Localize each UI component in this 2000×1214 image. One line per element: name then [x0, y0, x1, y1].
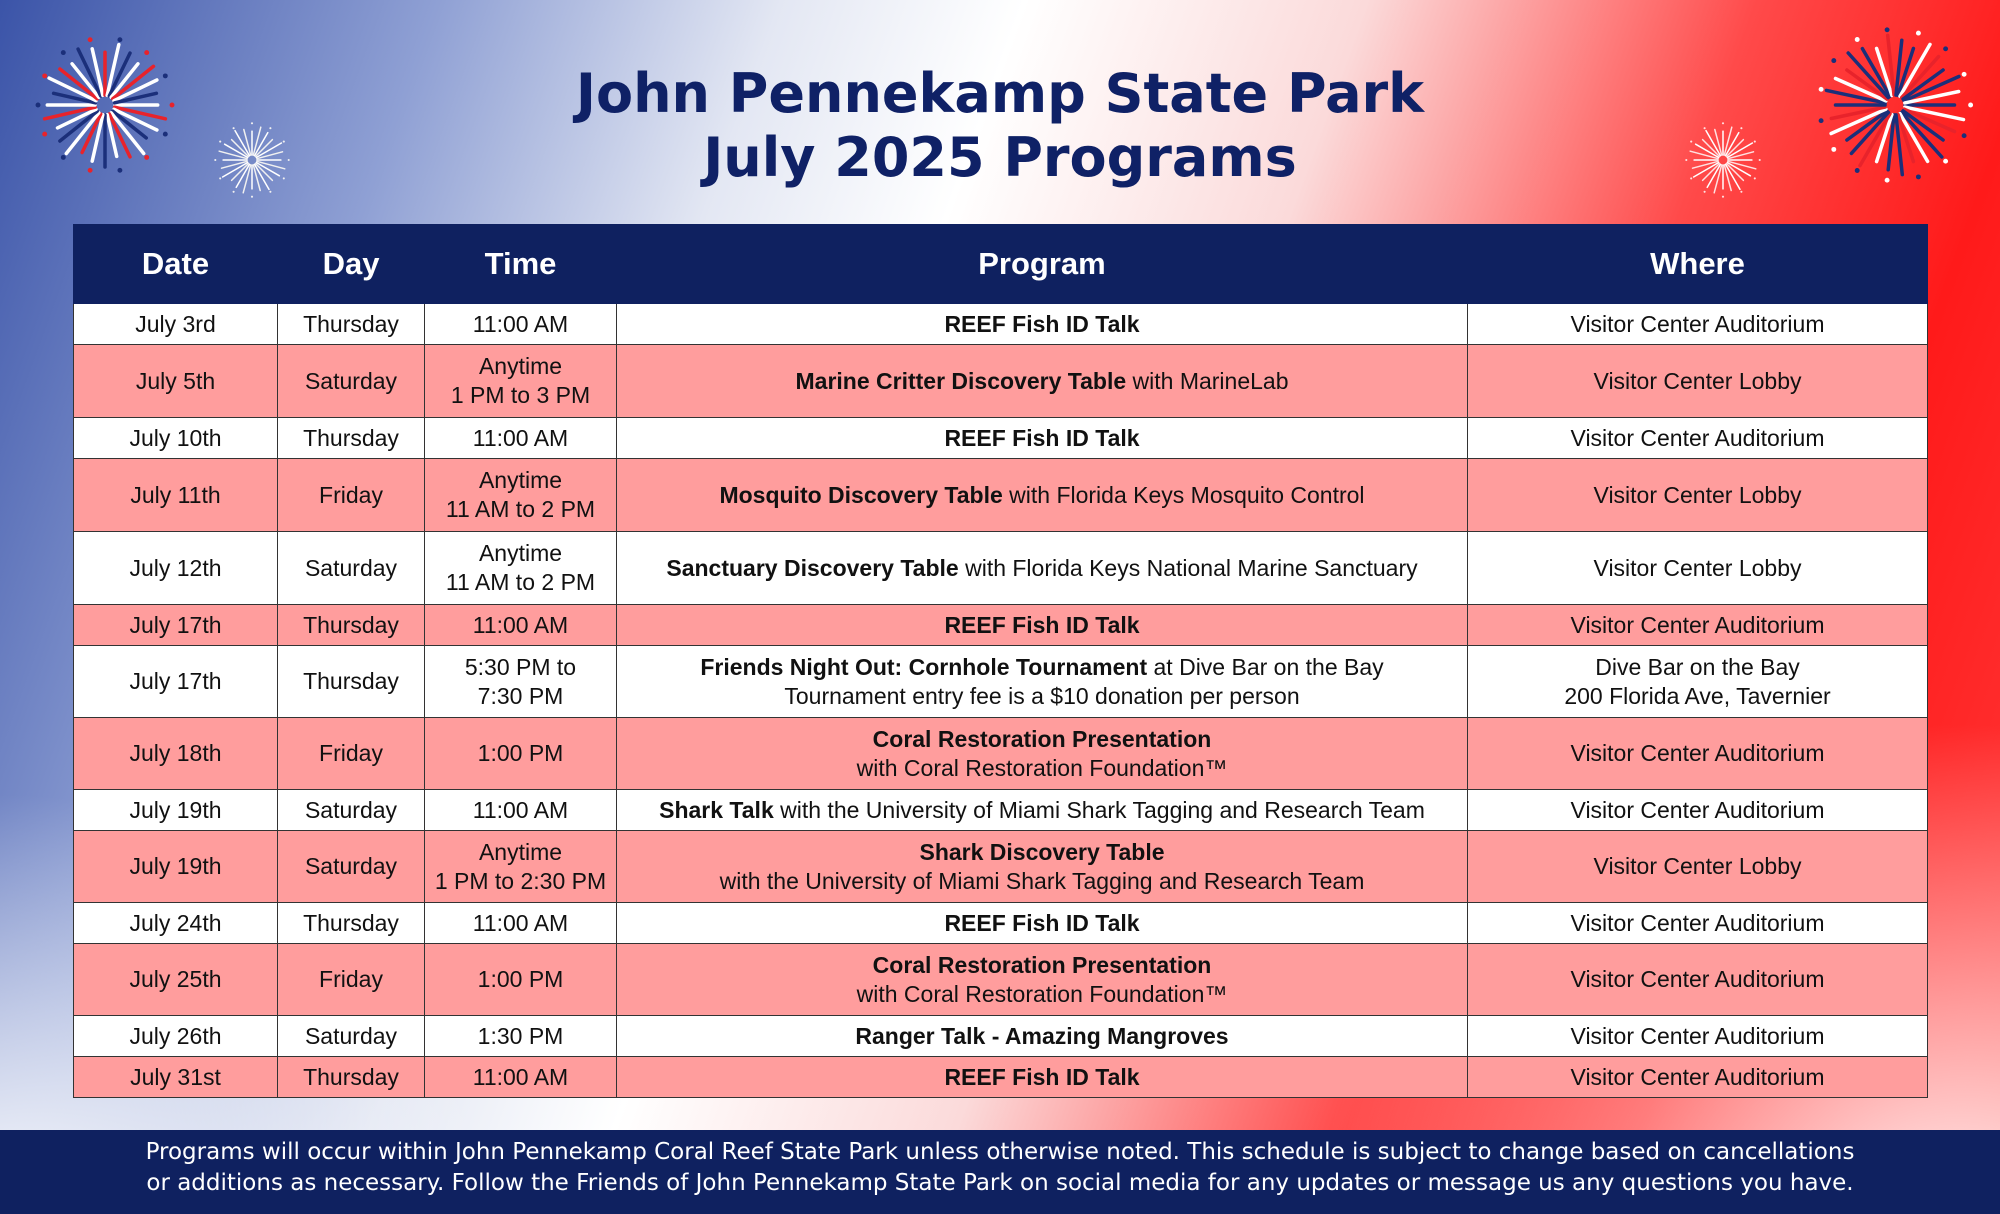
table-row [74, 944, 1928, 1016]
where-line-1: Visitor Center Auditorium [1570, 424, 1825, 451]
program-title: Shark Discovery Table [919, 838, 1165, 865]
cell-time [425, 418, 617, 459]
cell-program [617, 304, 1468, 345]
cell-program [617, 345, 1468, 418]
cell-day: Thursday [278, 903, 425, 944]
header-date: Date [74, 225, 278, 304]
program-line-2: with Coral Restoration Foundation™ [856, 980, 1228, 1007]
cell-program [617, 790, 1468, 831]
cell-program [617, 532, 1468, 605]
program-title: Mosquito Discovery Table [719, 481, 1003, 508]
cell-program [617, 418, 1468, 459]
program-line-1 [621, 725, 1463, 754]
table-row [74, 831, 1928, 903]
cell-where [1468, 605, 1928, 646]
footer-line-2: or additions as necessary. Follow the Friends of John Pennekamp State Park on social media for any updates or message us any questions you have. [146, 1170, 1854, 1196]
time-line-1: 5:30 PM to [464, 653, 577, 680]
program-title: REEF Fish ID Talk [944, 424, 1140, 451]
program-line-1 [621, 481, 1463, 510]
cell-time [425, 831, 617, 903]
cell-time [425, 903, 617, 944]
time-line-2: 7:30 PM [477, 682, 564, 709]
table-row [74, 1057, 1928, 1098]
header-time: Time [425, 225, 617, 304]
program-title: REEF Fish ID Talk [944, 909, 1140, 936]
program-line-1 [621, 909, 1463, 938]
cell-day: Thursday [278, 605, 425, 646]
cell-time [425, 532, 617, 605]
cell-where [1468, 944, 1928, 1016]
cell-program [617, 944, 1468, 1016]
cell-day: Friday [278, 459, 425, 532]
header-program: Program [617, 225, 1468, 304]
cell-time [425, 944, 617, 1016]
cell-where [1468, 532, 1928, 605]
cell-date: July 11th [74, 459, 278, 532]
program-line-1 [621, 838, 1463, 867]
footer-line-1: Programs will occur within John Pennekamp Coral Reef State Park unless otherwise noted. This schedule is subject to change based on cancellations [145, 1139, 1855, 1165]
program-line-1 [621, 367, 1463, 396]
table-row [74, 790, 1928, 831]
time-line-1: 11:00 AM [472, 796, 569, 823]
time-line-2: 11 AM to 2 PM [445, 569, 596, 595]
time-line-1: 11:00 AM [472, 611, 569, 638]
schedule-table [73, 224, 1928, 1098]
where-line-1: Visitor Center Auditorium [1570, 909, 1825, 936]
cell-time [425, 1057, 617, 1098]
table-row [74, 605, 1928, 646]
cell-day: Saturday [278, 345, 425, 418]
program-line-1 [621, 1022, 1463, 1051]
cell-program [617, 831, 1468, 903]
cell-date: July 10th [74, 418, 278, 459]
cell-time [425, 718, 617, 790]
table-header-row [74, 225, 1928, 304]
cell-time [425, 345, 617, 418]
program-line-2: Tournament entry fee is a $10 donation per person [784, 682, 1300, 709]
cell-date: July 31st [74, 1057, 278, 1098]
cell-where [1468, 304, 1928, 345]
program-line-1 [621, 554, 1463, 583]
cell-day: Friday [278, 944, 425, 1016]
cell-day: Thursday [278, 304, 425, 345]
program-line-2: with the University of Miami Shark Tagging and Research Team [719, 867, 1365, 894]
program-detail: with the University of Miami Shark Tagging and Research Team [773, 796, 1425, 823]
table-row [74, 459, 1928, 532]
program-title: Marine Critter Discovery Table [795, 367, 1127, 394]
program-line-1 [621, 951, 1463, 980]
time-line-2: 11 AM to 2 PM [445, 496, 596, 522]
cell-program [617, 1057, 1468, 1098]
where-line-1: Visitor Center Auditorium [1570, 1063, 1825, 1090]
cell-time [425, 1016, 617, 1057]
header-where: Where [1468, 225, 1928, 304]
cell-time [425, 790, 617, 831]
cell-time [425, 304, 617, 345]
cell-where [1468, 646, 1928, 718]
program-detail: at Dive Bar on the Bay [1147, 653, 1384, 680]
time-line-1: Anytime [478, 467, 563, 493]
cell-date: July 24th [74, 903, 278, 944]
cell-day: Saturday [278, 1016, 425, 1057]
time-line-2: 1 PM to 2:30 PM [434, 867, 607, 894]
table-row [74, 418, 1928, 459]
title-line-1: John Pennekamp State Park [575, 62, 1425, 125]
time-line-1: 11:00 AM [472, 310, 569, 337]
time-line-1: 1:00 PM [477, 966, 564, 992]
cell-program [617, 1016, 1468, 1057]
table-row [74, 532, 1928, 605]
program-title: Shark Talk [659, 796, 774, 823]
program-detail: with Florida Keys National Marine Sanctuary [958, 554, 1418, 581]
program-title: Ranger Talk - Amazing Mangroves [855, 1022, 1229, 1049]
table-row [74, 345, 1928, 418]
cell-where [1468, 418, 1928, 459]
time-line-1: 11:00 AM [472, 1063, 569, 1090]
cell-day: Friday [278, 718, 425, 790]
where-line-1: Visitor Center Lobby [1593, 481, 1802, 508]
where-line-1: Visitor Center Auditorium [1570, 1022, 1825, 1049]
where-line-1: Visitor Center Auditorium [1570, 310, 1825, 337]
cell-day: Thursday [278, 646, 425, 718]
time-line-1: Anytime [478, 353, 563, 379]
table-row [74, 646, 1928, 718]
program-title: REEF Fish ID Talk [944, 611, 1140, 638]
cell-where [1468, 1057, 1928, 1098]
time-line-1: Anytime [478, 540, 563, 566]
time-line-2: 1 PM to 3 PM [450, 382, 591, 408]
program-line-1 [621, 424, 1463, 453]
where-line-1: Dive Bar on the Bay [1595, 653, 1800, 680]
time-line-1: Anytime [478, 838, 563, 865]
cell-date: July 26th [74, 1016, 278, 1057]
cell-date: July 17th [74, 605, 278, 646]
where-line-1: Visitor Center Auditorium [1570, 740, 1825, 766]
cell-program [617, 646, 1468, 718]
program-title: Coral Restoration Presentation [872, 951, 1212, 978]
title-line-2: July 2025 Programs [703, 126, 1297, 189]
cell-date: July 17th [74, 646, 278, 718]
cell-program [617, 718, 1468, 790]
time-line-1: 11:00 AM [472, 424, 569, 451]
where-line-1: Visitor Center Auditorium [1570, 611, 1825, 638]
cell-time [425, 459, 617, 532]
cell-where [1468, 345, 1928, 418]
cell-where [1468, 459, 1928, 532]
table-row [74, 1016, 1928, 1057]
cell-program [617, 605, 1468, 646]
cell-where [1468, 718, 1928, 790]
program-line-1 [621, 611, 1463, 640]
cell-date: July 3rd [74, 304, 278, 345]
page-title [0, 62, 2000, 190]
cell-where [1468, 831, 1928, 903]
cell-date: July 19th [74, 831, 278, 903]
where-line-1: Visitor Center Auditorium [1570, 796, 1825, 823]
where-line-1: Visitor Center Lobby [1593, 853, 1802, 879]
time-line-1: 11:00 AM [472, 909, 569, 936]
cell-date: July 5th [74, 345, 278, 418]
program-title: REEF Fish ID Talk [944, 310, 1140, 337]
footer-note [0, 1130, 2000, 1214]
program-line-1 [621, 1063, 1463, 1092]
table-row [74, 718, 1928, 790]
cell-date: July 25th [74, 944, 278, 1016]
program-title: Coral Restoration Presentation [872, 725, 1212, 752]
cell-date: July 19th [74, 790, 278, 831]
program-detail: with Florida Keys Mosquito Control [1002, 481, 1365, 508]
cell-where [1468, 1016, 1928, 1057]
program-title: Sanctuary Discovery Table [666, 554, 959, 581]
where-line-1: Visitor Center Auditorium [1570, 966, 1825, 992]
time-line-1: 1:00 PM [477, 740, 564, 766]
cell-where [1468, 790, 1928, 831]
program-title: Friends Night Out: Cornhole Tournament [700, 653, 1148, 680]
cell-where [1468, 903, 1928, 944]
cell-program [617, 459, 1468, 532]
cell-day: Thursday [278, 1057, 425, 1098]
where-line-1: Visitor Center Lobby [1593, 554, 1802, 581]
program-title: REEF Fish ID Talk [944, 1063, 1140, 1090]
cell-day: Saturday [278, 790, 425, 831]
program-line-2: with Coral Restoration Foundation™ [856, 754, 1228, 781]
table-row [74, 304, 1928, 345]
cell-date: July 18th [74, 718, 278, 790]
where-line-1: Visitor Center Lobby [1593, 367, 1802, 394]
program-line-1 [621, 653, 1463, 682]
cell-time [425, 646, 617, 718]
program-line-1 [621, 796, 1463, 825]
header-day: Day [278, 225, 425, 304]
cell-day: Saturday [278, 532, 425, 605]
cell-date: July 12th [74, 532, 278, 605]
table-row [74, 903, 1928, 944]
program-line-1 [621, 310, 1463, 339]
cell-day: Saturday [278, 831, 425, 903]
time-line-1: 1:30 PM [477, 1022, 564, 1049]
where-line-2: 200 Florida Ave, Tavernier [1564, 682, 1831, 709]
cell-day: Thursday [278, 418, 425, 459]
cell-time [425, 605, 617, 646]
cell-program [617, 903, 1468, 944]
program-detail: with MarineLab [1126, 367, 1289, 394]
